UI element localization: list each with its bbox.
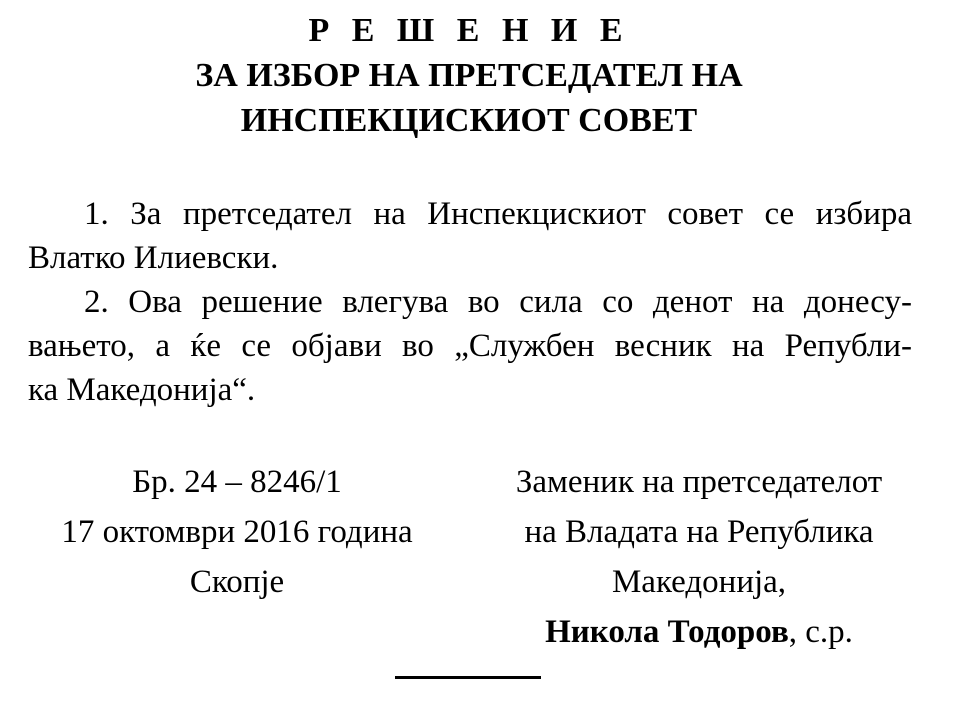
item-2-line-3: ка Македонија“. [28,372,256,408]
signer-title-line-1: Заменик на претседателот [515,464,883,500]
signer-name: Никола Тодоров [545,614,789,650]
document-reference-block [28,457,446,607]
signer-suffix: , с.р. [788,614,853,650]
item-1-line-1: 1. За претседател на Инспекцискиот совет се избира [84,196,912,232]
decision-title: Р Е Ш Е Н И Е [308,12,630,49]
decision-item-2 [28,280,912,412]
document-number: Бр. 24 – 8246/1 [132,464,342,500]
document-date: 17 октомври 2016 година [61,514,413,550]
signer-title-line-2: на Владата на Република [524,514,874,550]
item-2-line-1: 2. Ова решение влегува во сила со денот на донесу- [84,284,912,320]
end-separator-line [395,676,541,679]
signature-block [476,457,922,657]
decision-subtitle-line-2: ИНСПЕКЦИСКИОТ СОВЕТ [240,102,698,139]
item-1-line-2: Влатко Илиевски. [28,240,279,276]
decision-heading [0,8,938,143]
signer-line [476,607,922,657]
decision-body [28,192,912,412]
decision-item-1 [28,192,912,280]
document-place: Скопје [189,564,285,600]
item-2-line-2: вањето, а ќе се објави во „Службен весник на Републи- [28,328,912,364]
decision-subtitle-line-1: ЗА ИЗБОР НА ПРЕТСЕДАТЕЛ НА [195,57,743,94]
signer-title-line-3: Македонија, [611,564,787,600]
